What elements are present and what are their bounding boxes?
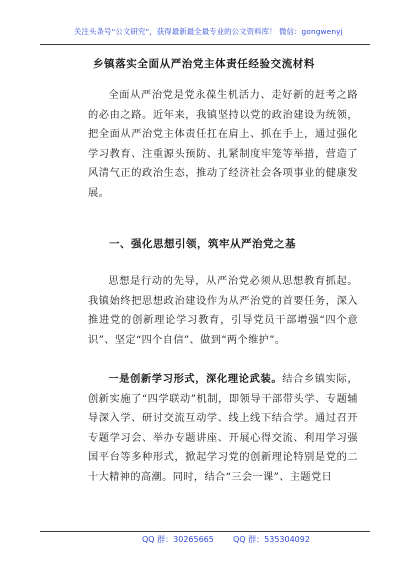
- document-title: 乡镇落实全面从严治党主体责任经验交流材料: [93, 58, 315, 70]
- footer-divider: [40, 531, 370, 532]
- footer-qq-group-2: QQ 群：535304092: [233, 535, 310, 544]
- point-1-paragraph: [88, 370, 358, 487]
- footer-qq-group-1: QQ 群：30265665: [142, 535, 214, 544]
- point-1-body: 结合乡镇实际，创新实施了“四学联动”机制，即领导干部带头学、专题辅导深入学、研讨交流互动学、线上线下结合学。通过召开专题学习会、举办专题讲座、开展心得交流、利用学习强国平台等多种形式，掀起学习党的创新理论特别是党的二十大精神的高潮。同时，结合“三会一课”、主题党日: [88, 374, 358, 483]
- intro-paragraph: 全面从严治党是党永葆生机活力、走好新的赶考之路的必由之路。近年来，我镇坚持以党的政治建设为统领，把全面从严治党主体责任扛在肩上、抓在手上，通过强化学习教育、注重源头预防、扎紧制度牢笼等举措，营造了风清气正的政治生态，推动了经济社会各项事业的健康发展。: [88, 90, 358, 199]
- header-divider: [40, 44, 370, 45]
- header-notice: 关注头条号“公文研究”，获得最新最全最专业的公文资料库！ 微信：gongwenyj: [74, 27, 343, 36]
- section-1-paragraph: 思想是行动的先导，从严治党必须从思想教育抓起。我镇始终把思想政治建设作为从严治党的首要任务，深入推进党的创新理论学习教育，引导党员干部增强“四个意识”、坚定“四个自信”、做到“两个维护”。: [88, 276, 358, 346]
- point-1-lead: 一是创新学习形式，深化理论武装。: [108, 374, 283, 385]
- section-heading-1: 一、强化思想引领，筑牢从严治党之基: [109, 238, 296, 250]
